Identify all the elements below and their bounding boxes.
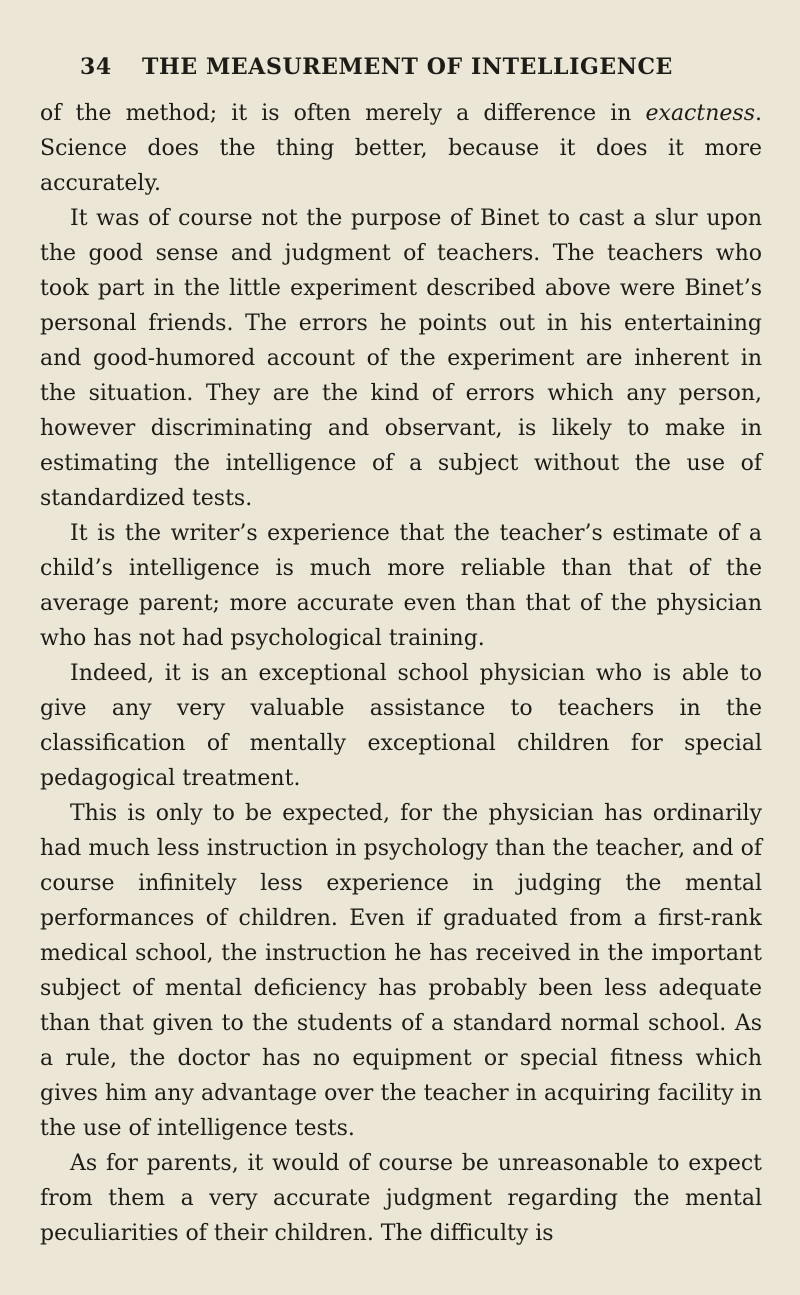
paragraph: It was of course not the purpose of Binet to cast a slur upon the good sense and judgment of teachers. The teachers who took part in the little experiment described above were Binet’s personal friends. The errors he points out in his entertaining and good-humored account of the experiment are inherent in the situation. They are the kind of errors which any person, however discriminating and observant, is likely to make in estimating the intelligence of a subject without the use of standardized tests. bbox=[40, 206, 762, 511]
paragraph-text-after-emphasis: . Science does the thing better, because it does it more accurately. bbox=[40, 101, 762, 196]
running-head bbox=[80, 54, 762, 94]
page-number: 34 bbox=[80, 54, 112, 80]
running-title: THE MEASUREMENT OF INTELLIGENCE bbox=[142, 54, 673, 80]
paragraph: Indeed, it is an exceptional school physician who is able to give any very valuable assistance to teachers in the classification of mentally exceptional children for special pedagogical treatment. bbox=[40, 661, 762, 791]
paragraph: This is only to be expected, for the physician has ordinarily had much less instruction in psychology than the teacher, and of course infinitely less experience in judging the mental performances of children. Even if graduated from a first-rank medical school, the instruction he has received in the important subject of mental deficiency has probably been less adequate than that given to the students of a standard normal school. As a rule, the doctor has no equipment or special fitness which gives him any advantage over the teacher in acquiring facility in the use of intelligence tests. bbox=[40, 801, 762, 1141]
paragraph-continued bbox=[40, 96, 762, 201]
body-text bbox=[40, 96, 762, 1251]
paragraph-text-before-emphasis: of the method; it is often merely a difference in bbox=[40, 101, 646, 126]
paragraph: As for parents, it would of course be unreasonable to expect from them a very accurate judgment regarding the mental peculiarities of their children. The difficulty is bbox=[40, 1151, 762, 1246]
paragraph: It is the writer’s experience that the teacher’s estimate of a child’s intelligence is much more reliable than that of the average parent; more accurate even than that of the physician who has not had psychological training. bbox=[40, 521, 762, 651]
emphasized-word: exactness bbox=[645, 101, 755, 126]
